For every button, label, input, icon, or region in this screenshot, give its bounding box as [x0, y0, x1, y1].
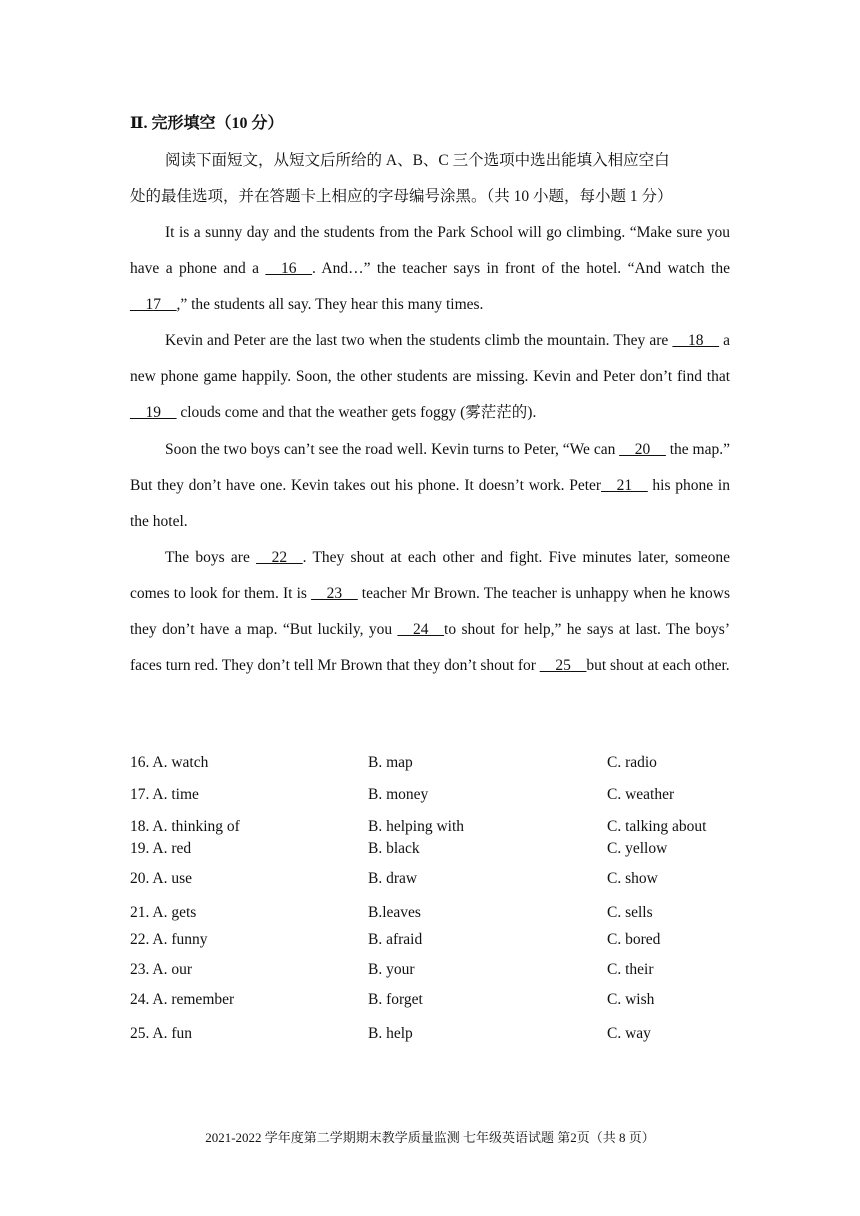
- option-row-23: [130, 961, 770, 983]
- blank-17: __17__: [130, 296, 177, 313]
- passage-paragraph-1: [130, 215, 730, 323]
- option-row-18: [130, 818, 770, 840]
- option-b: B. help: [368, 1025, 413, 1042]
- passage-paragraph-4: [130, 540, 730, 684]
- option-c: C. yellow: [607, 840, 668, 857]
- option-c: C. sells: [607, 904, 653, 921]
- option-c: C. their: [607, 961, 654, 978]
- blank-25: __25__: [539, 657, 587, 674]
- option-b: B. black: [368, 840, 420, 857]
- option-c: C. talking about: [607, 818, 707, 835]
- option-c: C. weather: [607, 786, 675, 803]
- option-row-20: [130, 870, 770, 892]
- passage-text: a new phone game happily. Soon, the other students are missing. Kevin and Peter don’t find that: [130, 332, 730, 385]
- passage-text: clouds come and that the weather gets foggy (雾茫茫的).: [176, 404, 537, 421]
- blank-23: __23__: [311, 585, 358, 602]
- blank-18: __18__: [672, 332, 719, 349]
- option-c: C. way: [607, 1025, 651, 1042]
- option-b: B. draw: [368, 870, 418, 887]
- instruction-line-2: 处的最佳选项，并在答题卡上相应的字母编号涂黑。（共 10 小题，每小题 1 分）: [130, 188, 673, 205]
- option-b: B. money: [368, 786, 429, 803]
- option-a: 16. A. watch: [130, 754, 209, 771]
- passage-text: . And…” the teacher says in front of the hotel. “And watch the: [311, 260, 730, 277]
- option-row-16: [130, 754, 770, 776]
- blank-21: __21__: [601, 477, 648, 494]
- option-c: C. bored: [607, 931, 661, 948]
- instruction-line-1: 阅读下面短文，从短文后所给的 A、B、C 三个选项中选出能填入相应空白: [165, 152, 670, 169]
- option-row-21: [130, 904, 770, 926]
- option-c: C. show: [607, 870, 658, 887]
- option-b: B. forget: [368, 991, 423, 1008]
- passage-text: ,” the students all say. They hear this many times.: [176, 296, 484, 313]
- blank-19: __19__: [130, 404, 177, 421]
- option-a: 18. A. thinking of: [130, 818, 240, 835]
- option-row-17: [130, 786, 770, 808]
- passage-text: to shout for help,” he says at last. The boys’ faces turn red. They don’t tell Mr Brown that they don’t shout for: [130, 621, 730, 674]
- blank-22: __22__: [256, 549, 303, 566]
- passage-text: The boys are: [165, 549, 257, 566]
- option-b: B. map: [368, 754, 413, 771]
- option-a: 19. A. red: [130, 840, 192, 857]
- option-b: B.leaves: [368, 904, 421, 921]
- passage-text: his phone in the hotel.: [130, 477, 730, 530]
- page-footer: 2021-2022 学年度第二学期期末教学质量监测 七年级英语试题 第2页（共 8 页）: [205, 1130, 655, 1145]
- option-a: 20. A. use: [130, 870, 192, 887]
- option-a: 23. A. our: [130, 961, 192, 978]
- option-c: C. radio: [607, 754, 657, 771]
- option-row-22: [130, 931, 770, 953]
- option-a: 24. A. remember: [130, 991, 235, 1008]
- blank-16: __16__: [265, 260, 312, 277]
- option-row-25: [130, 1025, 770, 1047]
- option-b: B. helping with: [368, 818, 465, 835]
- passage-text: teacher Mr Brown. The teacher is unhappy when he knows they don’t have a map. “But luckily, you: [130, 585, 730, 638]
- option-a: 21. A. gets: [130, 904, 197, 921]
- option-row-19: [130, 840, 770, 862]
- passage-paragraph-2: [130, 323, 730, 431]
- passage-text: Soon the two boys can’t see the road well. Kevin turns to Peter, “We can: [165, 441, 620, 458]
- option-a: 22. A. funny: [130, 931, 208, 948]
- option-a: 17. A. time: [130, 786, 199, 803]
- option-b: B. afraid: [368, 931, 423, 948]
- passage-paragraph-3: [130, 432, 730, 540]
- passage-text: the map.” But they don’t have one. Kevin takes out his phone. It doesn’t work. Peter: [130, 441, 730, 494]
- option-b: B. your: [368, 961, 415, 978]
- passage-text: Kevin and Peter are the last two when the students climb the mountain. They are: [165, 332, 673, 349]
- option-a: 25. A. fun: [130, 1025, 192, 1042]
- blank-24: __24__: [397, 621, 445, 638]
- passage-text: but shout at each other.: [586, 657, 730, 674]
- blank-20: __20__: [619, 441, 666, 458]
- passage-text: It is a sunny day and the students from the Park School will go climbing. “Make sure you have a phone and a: [130, 224, 730, 277]
- option-c: C. wish: [607, 991, 655, 1008]
- passage-text: . They shout at each other and fight. Five minutes later, someone comes to look for them. It is: [130, 549, 730, 602]
- instruction-paragraph: [130, 143, 730, 215]
- section-title: Ⅱ. 完形填空（10 分）: [130, 115, 284, 132]
- option-row-24: [130, 991, 770, 1013]
